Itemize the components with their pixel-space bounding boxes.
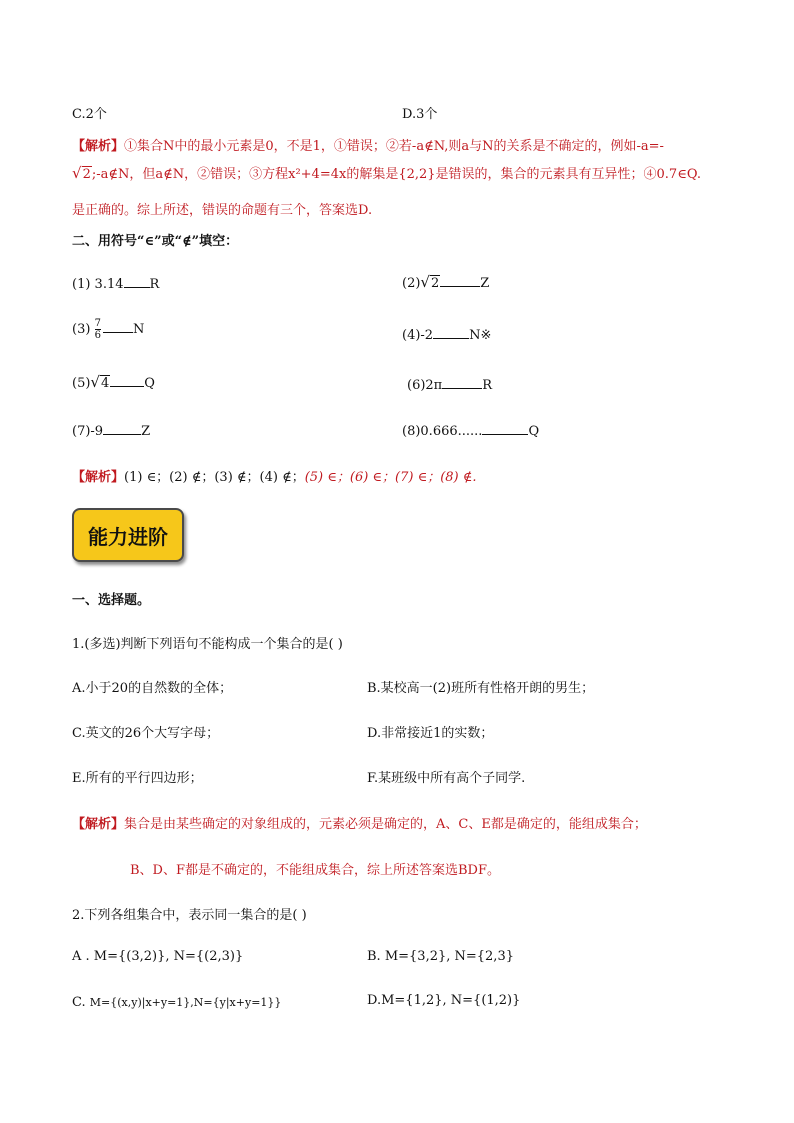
sqrt-value: 2 (82, 167, 91, 182)
sqrt-expression: √2 (72, 164, 91, 182)
answer-text-black: (1) ∈；(2) ∉；(3) ∉；(4) ∉； (124, 470, 305, 485)
q2-option-c (72, 995, 281, 1010)
analysis-1-text-b: ;-a∉N，但a∉N，②错误；③方程x²+4=4x的解集是{2,2}是错误的，集合的元素具有互异性；④0.7∈Q. (91, 167, 701, 182)
fraction (95, 318, 101, 341)
q1-option-a: A.小于20的自然数的全体； (72, 681, 233, 696)
fill-item-5 (72, 373, 155, 391)
item-1-prefix: (1) 3.14 (72, 277, 124, 292)
q2-option-a: A . M={(3,2)}, N={(2,3)} (72, 949, 244, 964)
answer-blank[interactable] (440, 274, 480, 287)
fraction-numerator: 7 (94, 318, 101, 329)
sqrt-value: 4 (100, 376, 110, 391)
q2-option-d: D.M={1,2}, N={(1,2)} (367, 993, 521, 1008)
fill-item-4 (402, 326, 491, 343)
item-2-prefix: (2) (402, 276, 421, 291)
fill-item-7 (72, 422, 150, 439)
item-6-suffix: R (482, 378, 493, 393)
item-2-suffix: Z (480, 276, 490, 291)
item-7-suffix: Z (141, 424, 151, 439)
item-5-prefix: (5) (72, 376, 91, 391)
section-header-box: 能力进阶 (72, 508, 184, 562)
fill-item-1 (72, 275, 159, 292)
fraction-denominator: 6 (94, 330, 101, 341)
sqrt-expression: √4 (90, 373, 110, 391)
section-2-answer (72, 466, 477, 485)
item-8-suffix: Q (528, 424, 540, 439)
fill-item-6 (407, 376, 492, 393)
answer-blank[interactable] (103, 320, 133, 333)
q1-option-f: F.某班级中所有高个子同学. (367, 771, 526, 786)
q1-analysis-line-1 (72, 813, 647, 832)
answer-blank[interactable] (124, 275, 150, 288)
answer-blank[interactable] (433, 326, 469, 339)
answer-blank[interactable] (103, 422, 141, 435)
answer-text-red: (5) ∈；(6) ∈；(7) ∈；(8) ∉. (304, 470, 477, 485)
item-6-prefix: (6)2π (407, 378, 443, 393)
item-8-prefix: (8)0.666...... (402, 424, 483, 439)
analysis-label: 【解析】 (72, 817, 125, 832)
item-3-prefix: (3) (72, 322, 91, 337)
q1-option-d: D.非常接近1的实数； (367, 726, 494, 741)
analysis-1-line-3: 是正确的。综上所述，错误的命题有三个，答案选D. (72, 203, 373, 218)
q1-option-c: C.英文的26个大写字母； (72, 726, 220, 741)
question-1-stem: 1.(多选)判断下列语句不能构成一个集合的是( ) (72, 637, 343, 652)
option-d: D.3个 (402, 107, 438, 122)
item-4-prefix: (4)-2 (402, 328, 434, 343)
item-3-suffix: N (132, 322, 145, 337)
item-7-prefix: (7)-9 (72, 424, 104, 439)
q1-analysis-line-2: B、D、F都是不确定的，不能组成集合，综上所述答案选BDF。 (130, 863, 500, 878)
q1-option-e: E.所有的平行四边形； (72, 771, 203, 786)
fill-item-8 (402, 422, 539, 439)
fill-item-2 (402, 273, 489, 291)
analysis-1-text-a: ①集合N中的最小元素是0，不是1，①错误；②若-a∉N,则a与N的关系是不确定的，例如-a=- (124, 139, 664, 154)
analysis-1-line-2 (72, 163, 701, 182)
analysis-label: 【解析】 (72, 139, 125, 154)
fill-item-3 (72, 318, 144, 341)
section-2-title: 二、用符号“∈”或“∉”填空： (72, 234, 239, 249)
item-5-suffix: Q (144, 376, 155, 391)
sqrt-value: 2 (430, 276, 440, 291)
answer-blank[interactable] (442, 376, 482, 389)
item-1-suffix: R (149, 277, 160, 292)
sqrt-expression: √2 (420, 273, 440, 291)
question-2-stem: 2.下列各组集合中，表示同一集合的是( ) (72, 908, 307, 923)
part-1-title: 一、选择题。 (72, 593, 151, 608)
q1-option-b: B.某校高一(2)班所有性格开朗的男生； (367, 681, 595, 696)
answer-blank[interactable] (110, 374, 144, 387)
q2-option-c-label: C. (72, 995, 86, 1010)
analysis-1-line-1 (72, 135, 664, 154)
q2-option-c-text: M={(x,y)|x+y=1},N={y|x+y=1}} (89, 996, 282, 1009)
q1-analysis-text: 集合是由某些确定的对象组成的，元素必须是确定的，A、C、E都是确定的，能组成集合； (124, 817, 647, 832)
analysis-label: 【解析】 (72, 470, 125, 485)
answer-blank[interactable] (482, 422, 528, 435)
item-4-suffix: N※ (469, 328, 492, 343)
option-c: C.2个 (72, 107, 107, 122)
q2-option-b: B. M={3,2}, N={2,3} (367, 949, 514, 964)
